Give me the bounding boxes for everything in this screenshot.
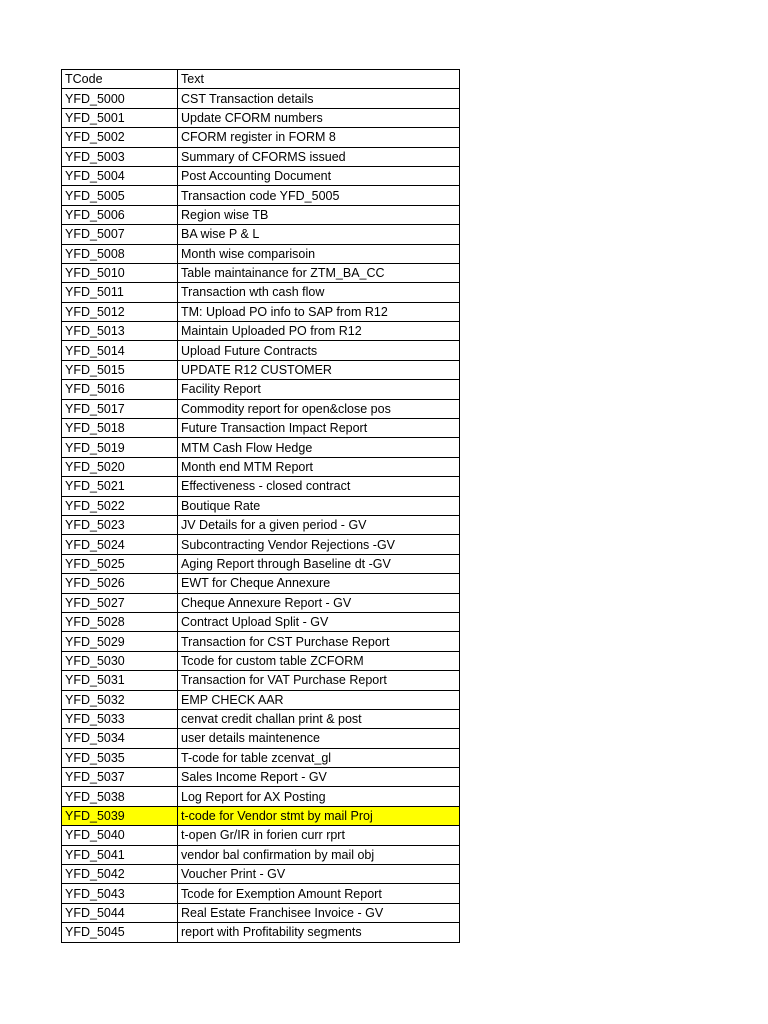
text-cell[interactable]: Post Accounting Document — [178, 166, 460, 185]
text-cell[interactable]: Boutique Rate — [178, 496, 460, 515]
text-cell[interactable]: Upload Future Contracts — [178, 341, 460, 360]
table-row — [62, 147, 460, 166]
table-row — [62, 826, 460, 845]
table-row — [62, 244, 460, 263]
table-row — [62, 690, 460, 709]
table-row — [62, 729, 460, 748]
table-row — [62, 225, 460, 244]
tcode-cell[interactable]: YFD_5026 — [62, 574, 178, 593]
text-cell[interactable]: Table maintainance for ZTM_BA_CC — [178, 263, 460, 282]
text-cell[interactable]: Update CFORM numbers — [178, 108, 460, 127]
tcode-cell[interactable]: YFD_5007 — [62, 225, 178, 244]
table-row — [62, 806, 460, 825]
text-cell[interactable]: MTM Cash Flow Hedge — [178, 438, 460, 457]
tcode-cell[interactable]: YFD_5037 — [62, 768, 178, 787]
table-row — [62, 457, 460, 476]
text-cell[interactable]: Summary of CFORMS issued — [178, 147, 460, 166]
table-row — [62, 89, 460, 108]
table-row — [62, 574, 460, 593]
table-row — [62, 128, 460, 147]
tcode-cell[interactable]: YFD_5010 — [62, 263, 178, 282]
tcode-cell[interactable]: YFD_5000 — [62, 89, 178, 108]
tcode-cell[interactable]: YFD_5038 — [62, 787, 178, 806]
text-cell[interactable]: Real Estate Franchisee Invoice - GV — [178, 903, 460, 922]
text-cell[interactable]: Tcode for custom table ZCFORM — [178, 651, 460, 670]
table-row — [62, 787, 460, 806]
text-cell[interactable]: Transaction code YFD_5005 — [178, 186, 460, 205]
table-row — [62, 612, 460, 631]
text-cell[interactable]: Future Transaction Impact Report — [178, 419, 460, 438]
text-cell[interactable]: EMP CHECK AAR — [178, 690, 460, 709]
table-row — [62, 903, 460, 922]
tcode-cell[interactable]: YFD_5029 — [62, 632, 178, 651]
table-row — [62, 554, 460, 573]
tcode-table — [61, 69, 460, 943]
table-row — [62, 884, 460, 903]
tcode-cell[interactable]: YFD_5018 — [62, 419, 178, 438]
text-cell[interactable]: vendor bal confirmation by mail obj — [178, 845, 460, 864]
table-body — [62, 70, 460, 943]
table-row — [62, 632, 460, 651]
tcode-cell[interactable]: YFD_5020 — [62, 457, 178, 476]
table-row — [62, 399, 460, 418]
tcode-cell[interactable]: YFD_5005 — [62, 186, 178, 205]
table-row — [62, 419, 460, 438]
text-cell[interactable]: Transaction for VAT Purchase Report — [178, 671, 460, 690]
tcode-cell[interactable]: YFD_5013 — [62, 322, 178, 341]
text-cell[interactable]: UPDATE R12 CUSTOMER — [178, 360, 460, 379]
tcode-cell[interactable]: YFD_5002 — [62, 128, 178, 147]
table-row — [62, 477, 460, 496]
text-cell[interactable]: Contract Upload Split - GV — [178, 612, 460, 631]
text-cell[interactable]: Tcode for Exemption Amount Report — [178, 884, 460, 903]
tcode-cell[interactable]: YFD_5022 — [62, 496, 178, 515]
tcode-cell[interactable]: YFD_5039 — [62, 806, 178, 825]
text-cell[interactable]: Effectiveness - closed contract — [178, 477, 460, 496]
text-cell[interactable]: CST Transaction details — [178, 89, 460, 108]
tcode-cell[interactable]: YFD_5004 — [62, 166, 178, 185]
text-cell[interactable]: Transaction wth cash flow — [178, 283, 460, 302]
table-row — [62, 768, 460, 787]
text-cell[interactable]: user details maintenence — [178, 729, 460, 748]
text-cell[interactable]: Log Report for AX Posting — [178, 787, 460, 806]
tcode-cell[interactable]: YFD_5032 — [62, 690, 178, 709]
tcode-cell[interactable]: YFD_5044 — [62, 903, 178, 922]
header-tcode[interactable]: TCode — [62, 70, 178, 89]
text-cell[interactable]: EWT for Cheque Annexure — [178, 574, 460, 593]
tcode-cell[interactable]: YFD_5008 — [62, 244, 178, 263]
text-cell[interactable]: Facility Report — [178, 380, 460, 399]
tcode-cell[interactable]: YFD_5017 — [62, 399, 178, 418]
table-row — [62, 108, 460, 127]
text-cell[interactable]: TM: Upload PO info to SAP from R12 — [178, 302, 460, 321]
tcode-cell[interactable]: YFD_5025 — [62, 554, 178, 573]
tcode-cell[interactable]: YFD_5028 — [62, 612, 178, 631]
table-row — [62, 341, 460, 360]
table-row — [62, 845, 460, 864]
table-row — [62, 263, 460, 282]
table-row — [62, 748, 460, 767]
table-row — [62, 186, 460, 205]
tcode-cell[interactable]: YFD_5041 — [62, 845, 178, 864]
table-row — [62, 166, 460, 185]
text-cell[interactable]: CFORM register in FORM 8 — [178, 128, 460, 147]
text-cell[interactable]: t-open Gr/IR in forien curr rprt — [178, 826, 460, 845]
tcode-cell[interactable]: YFD_5027 — [62, 593, 178, 612]
tcode-cell[interactable]: YFD_5015 — [62, 360, 178, 379]
tcode-cell[interactable]: YFD_5016 — [62, 380, 178, 399]
header-text[interactable]: Text — [178, 70, 460, 89]
table-row — [62, 438, 460, 457]
table-row — [62, 593, 460, 612]
table-row — [62, 865, 460, 884]
text-cell[interactable]: Commodity report for open&close pos — [178, 399, 460, 418]
tcode-cell[interactable]: YFD_5019 — [62, 438, 178, 457]
text-cell[interactable]: Maintain Uploaded PO from R12 — [178, 322, 460, 341]
text-cell[interactable]: JV Details for a given period - GV — [178, 515, 460, 534]
tcode-cell[interactable]: YFD_5043 — [62, 884, 178, 903]
text-cell[interactable]: Subcontracting Vendor Rejections -GV — [178, 535, 460, 554]
tcode-cell[interactable]: YFD_5011 — [62, 283, 178, 302]
table-row — [62, 302, 460, 321]
tcode-cell[interactable]: YFD_5023 — [62, 515, 178, 534]
text-cell[interactable]: Voucher Print - GV — [178, 865, 460, 884]
table-header-row — [62, 70, 460, 89]
table-row — [62, 380, 460, 399]
tcode-cell[interactable]: YFD_5035 — [62, 748, 178, 767]
text-cell[interactable]: Transaction for CST Purchase Report — [178, 632, 460, 651]
text-cell[interactable]: Month end MTM Report — [178, 457, 460, 476]
table-row — [62, 283, 460, 302]
text-cell[interactable]: Month wise comparisoin — [178, 244, 460, 263]
table-row — [62, 709, 460, 728]
tcode-cell[interactable]: YFD_5042 — [62, 865, 178, 884]
text-cell[interactable]: Aging Report through Baseline dt -GV — [178, 554, 460, 573]
tcode-cell[interactable]: YFD_5014 — [62, 341, 178, 360]
table-row — [62, 205, 460, 224]
tcode-cell[interactable]: YFD_5012 — [62, 302, 178, 321]
table-row — [62, 322, 460, 341]
tcode-cell[interactable]: YFD_5003 — [62, 147, 178, 166]
table-row — [62, 923, 460, 942]
tcode-cell[interactable]: YFD_5045 — [62, 923, 178, 942]
table-row — [62, 651, 460, 670]
tcode-cell[interactable]: YFD_5031 — [62, 671, 178, 690]
text-cell[interactable]: cenvat credit challan print & post — [178, 709, 460, 728]
text-cell[interactable]: report with Profitability segments — [178, 923, 460, 942]
tcode-cell[interactable]: YFD_5006 — [62, 205, 178, 224]
tcode-cell[interactable]: YFD_5040 — [62, 826, 178, 845]
text-cell[interactable]: Cheque Annexure Report - GV — [178, 593, 460, 612]
tcode-cell[interactable]: YFD_5021 — [62, 477, 178, 496]
tcode-cell[interactable]: YFD_5030 — [62, 651, 178, 670]
table-row — [62, 360, 460, 379]
table-row — [62, 535, 460, 554]
text-cell[interactable]: t-code for Vendor stmt by mail Proj — [178, 806, 460, 825]
text-cell[interactable]: Region wise TB — [178, 205, 460, 224]
tcode-cell[interactable]: YFD_5034 — [62, 729, 178, 748]
text-cell[interactable]: T-code for table zcenvat_gl — [178, 748, 460, 767]
table-row — [62, 496, 460, 515]
table-row — [62, 515, 460, 534]
tcode-cell[interactable]: YFD_5024 — [62, 535, 178, 554]
table-row — [62, 671, 460, 690]
tcode-cell[interactable]: YFD_5033 — [62, 709, 178, 728]
text-cell[interactable]: Sales Income Report - GV — [178, 768, 460, 787]
tcode-cell[interactable]: YFD_5001 — [62, 108, 178, 127]
text-cell[interactable]: BA wise P & L — [178, 225, 460, 244]
